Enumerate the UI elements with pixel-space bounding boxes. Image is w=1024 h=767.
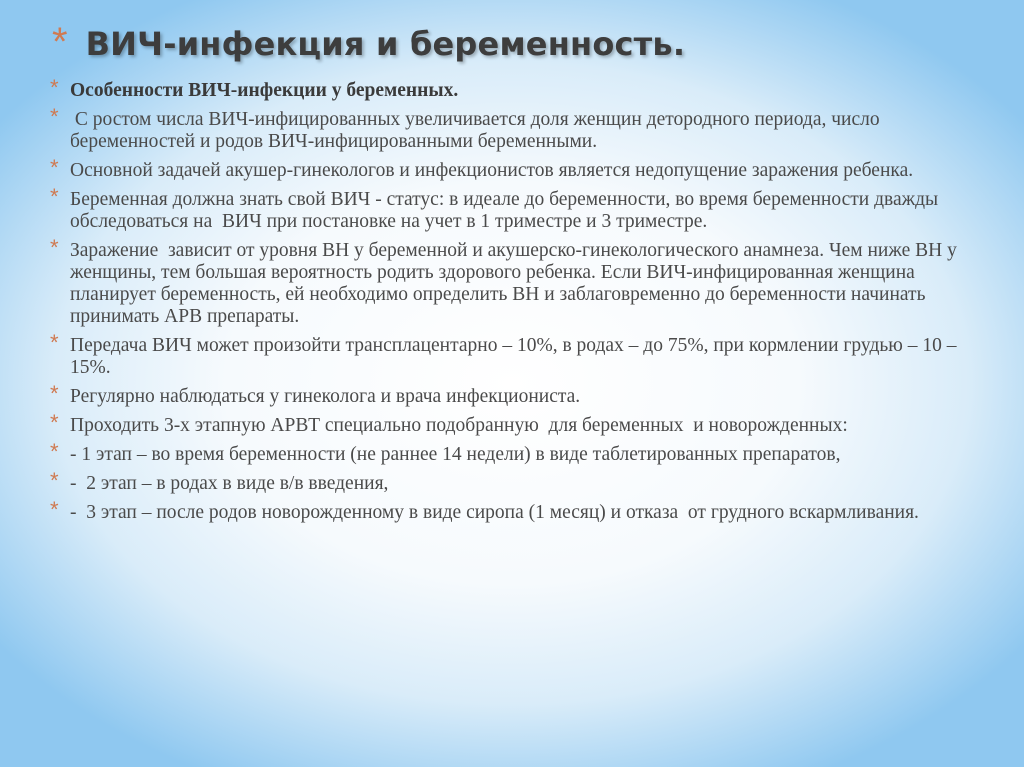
bullet-item (50, 235, 990, 328)
bullet-text: - 2 этап – в родах в виде в/в введения, (70, 473, 389, 494)
bullet-item (50, 184, 990, 233)
bullet-icon: * (50, 468, 59, 493)
bullet-item (50, 439, 990, 466)
bullet-icon: * (50, 381, 59, 406)
bullet-text: Заражение зависит от уровня ВН у беременной и акушерско-гинекологического анамнеза. Чем ниже ВН у женщины, тем большая вероятность родить здорового ребенка. Если ВИЧ-инфицированная женщина планирует беременность, ей необходимо определить ВН и заблаговременно до беременности начинать принимать АРВ препараты. (70, 240, 962, 327)
bullet-item (50, 410, 990, 437)
bullet-item (50, 381, 990, 408)
bullet-icon: * (50, 104, 59, 129)
bullet-icon: * (50, 497, 59, 522)
bullet-text: Проходить 3-х этапную АРВТ специально подобранную для беременных и новорожденных: (70, 415, 848, 436)
bullet-icon: * (50, 235, 59, 260)
bullet-text: С ростом числа ВИЧ-инфицированных увеличивается доля женщин детородного периода, число беременностей и родов ВИЧ-инфицированными беременными. (70, 109, 885, 152)
bullet-item (50, 75, 990, 102)
bullet-list (50, 75, 990, 531)
bullet-text: Беременная должна знать свой ВИЧ - статус: в идеале до беременности, во время беременности дважды обследоваться на ВИЧ при постановке на учет в 1 триместре и 3 триместре. (70, 189, 943, 232)
bullet-icon: * (50, 330, 59, 355)
title-row (52, 14, 685, 74)
bullet-text: Передача ВИЧ может произойти трансплацентарно – 10%, в родах – до 75%, при кормлении грудью – 10 – 15%. (70, 335, 962, 378)
bullet-icon: * (50, 410, 59, 435)
bullet-item (50, 468, 990, 495)
bullet-item (50, 155, 990, 182)
bullet-item (50, 497, 990, 524)
bullet-text: Основной задачей акушер-гинекологов и инфекционистов является недопущение заражения ребенка. (70, 160, 914, 181)
bullet-item (50, 104, 990, 153)
bullet-text: - 1 этап – во время беременности (не раннее 14 недели) в виде таблетированных препаратов, (70, 444, 841, 465)
title-bullet-icon: * (52, 20, 68, 64)
bullet-icon: * (50, 184, 59, 209)
bullet-text: - 3 этап – после родов новорожденному в виде сиропа (1 месяц) и отказа от грудного вскармливания. (70, 502, 919, 523)
bullet-icon: * (50, 75, 59, 100)
bullet-item (50, 330, 990, 379)
slide-title: ВИЧ-инфекция и беременность. (85, 25, 686, 63)
bullet-icon: * (50, 439, 59, 464)
bullet-text: Регулярно наблюдаться у гинеколога и врача инфекциониста. (70, 386, 581, 407)
bullet-text: Особенности ВИЧ-инфекции у беременных. (70, 80, 459, 101)
bullet-icon: * (50, 155, 59, 180)
